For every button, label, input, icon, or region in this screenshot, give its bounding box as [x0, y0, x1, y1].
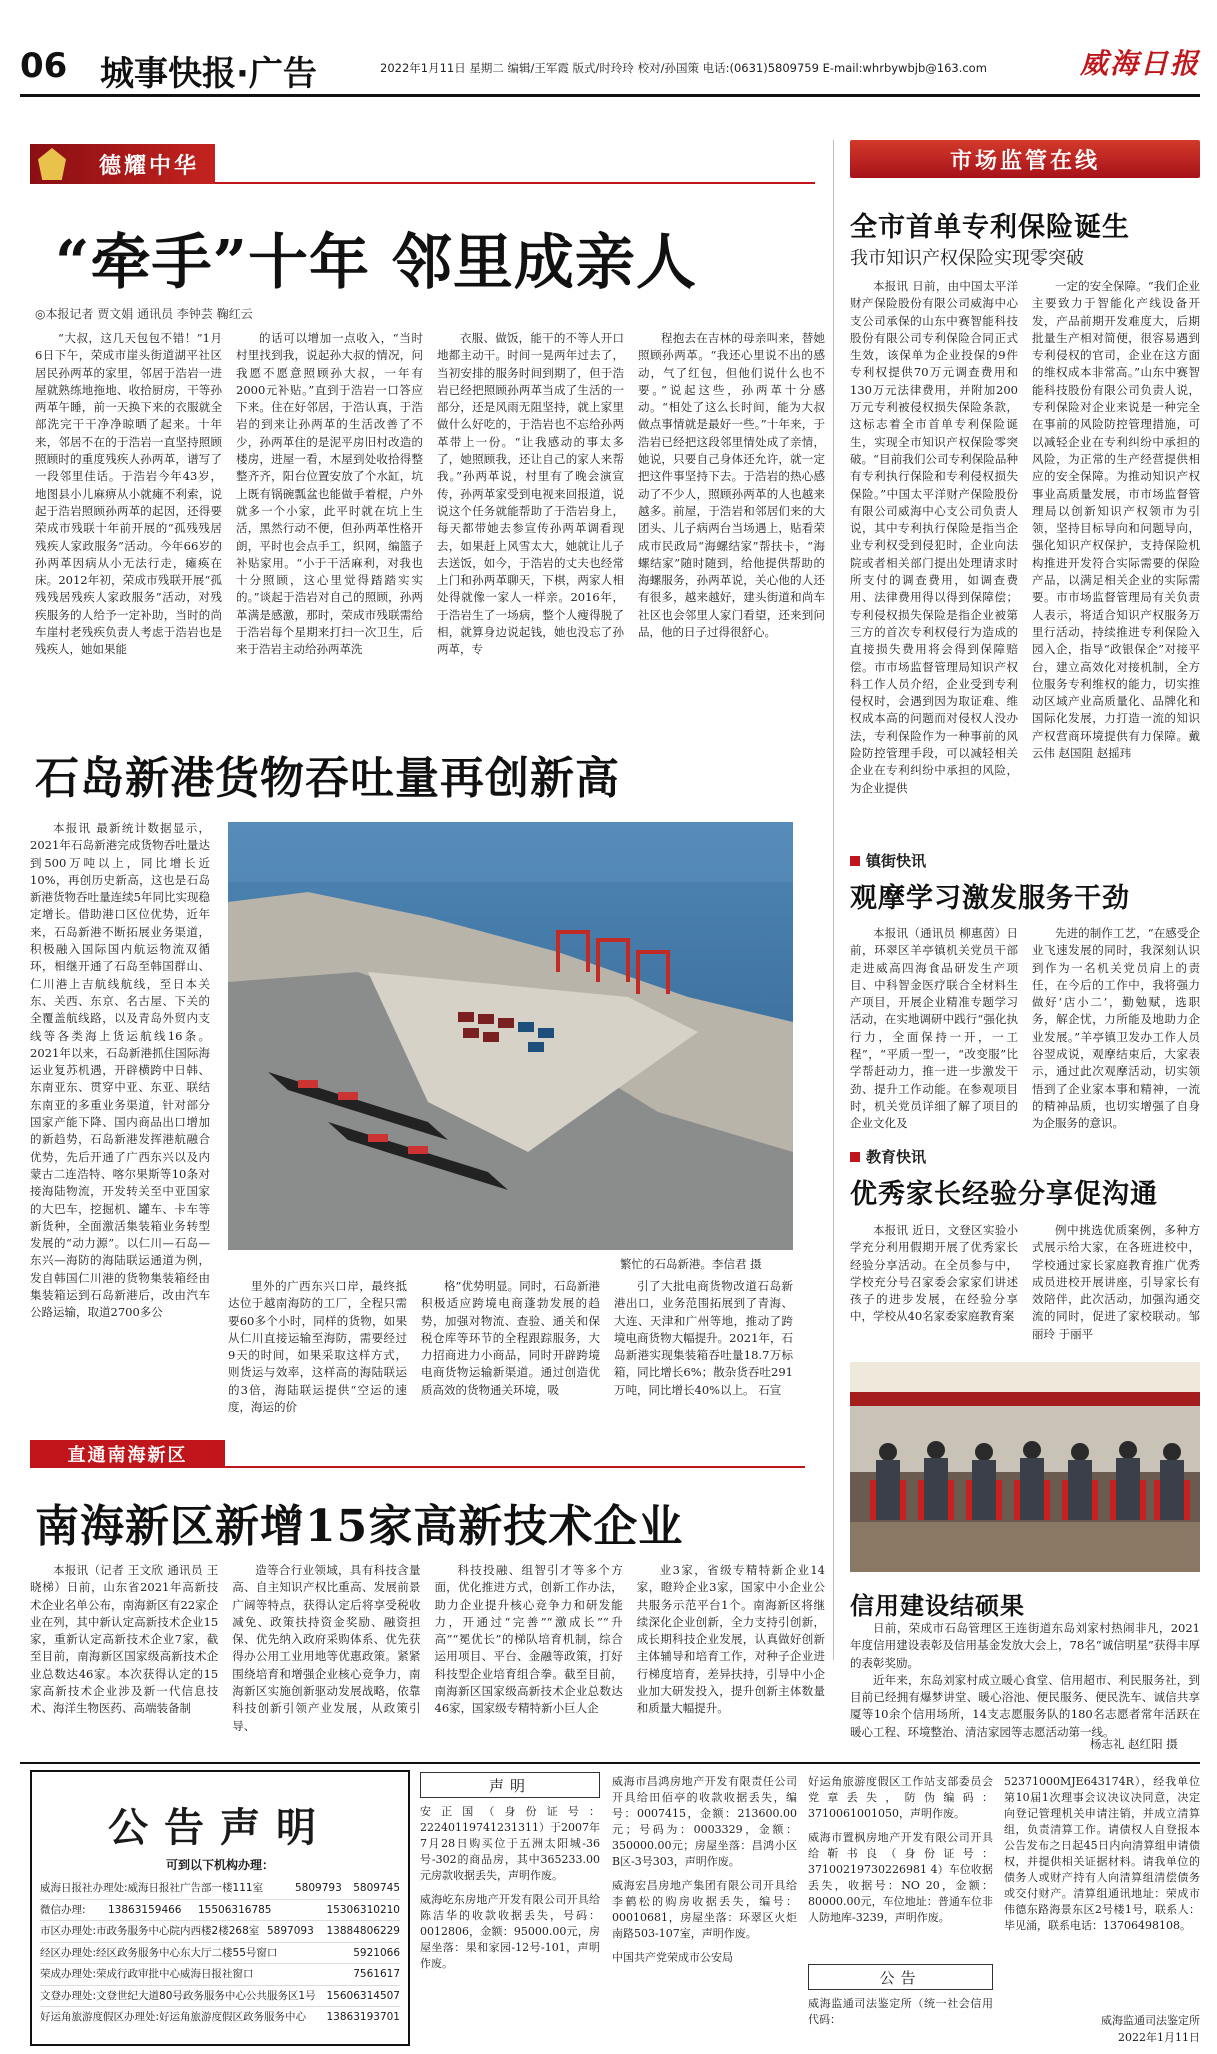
edu-body — [850, 1222, 1200, 1341]
ceremony-illustration — [850, 1362, 1200, 1572]
main-byline: ◎本报记者 贾文娟 通讯员 李钟芸 鞠红云 — [35, 307, 253, 321]
agency-row: 文登办理处:文登世纪大道80号政务服务中心公共服务区1号 15606314507 — [40, 1986, 400, 2008]
credit-para-1: 日前，荣成市石岛管理区王连街道东岛刘家村热闹非凡，2021年度信用建设表彰及信用基金发放大会上，78名“诚信明星”获得丰厚的表彰奖励。 — [850, 1621, 1200, 1670]
edu-label-text: 教育快讯 — [866, 1148, 927, 1166]
agency-row: 市区办理处:市政务服务中心院内西楼2楼268室 5897093 13884806229 — [40, 1921, 400, 1943]
edu-label — [850, 1146, 926, 1167]
town-headline: 观摩学习激发服务干劲 — [850, 883, 1130, 914]
notice-col-2 — [612, 1774, 797, 2046]
port-photo-caption: 繁忙的石岛新港。李信君 摄 — [620, 1257, 762, 1271]
market-subheadline: 我市知识产权保险实现零突破 — [850, 248, 1084, 269]
agency-row: 微信办理: 13863159466 15506316785 15306310210 — [40, 1900, 400, 1922]
town-body — [850, 925, 1200, 1131]
notice-item: 威海屹东房地产开发有限公司开具给陈洁华的收款收据丢失，号码：0012806，金额：95000.00元，房屋坐落：果和家园-12号-101，声明作废。 — [420, 1893, 600, 1970]
south-col-2: 造等合行业领域，具有科技含量高、自主知识产权比重高、发展前景广阔等特点，获得认定后将享受税收减免、政策扶持资金奖励、融资担保、优先纳入政府采购体系、优先获得办公用工业用地等优惠政策。紧紧围绕培育和增强企业核心竞争力，南海新区实施创新驱动发展战略，依靠科技创新引领产业发展，从政策引导、 — [232, 1563, 421, 1733]
south-banner — [30, 1440, 225, 1468]
notice-item: 好运角旅游度假区工作站支部委员会党章丢失，防伪编码：3710061001050，声明作废。 — [808, 1775, 993, 1820]
town-col-2: 先进的制作工艺，“在感受企业飞速发展的同时，我深刻认识到作为一名机关党员肩上的责任，在今后的工作中，我将强力做好‘店小二’，勤勉赋，选职务，解企忧，力所能及地助力企业发展。”羊亭镇卫发办工作人员谷翌成说，观摩结束后，大家表示，通过此次观摩活动，切实领悟到了企业家本事和精神，一流的精神品质，也切实增强了自身为企服务的意识。 — [1032, 926, 1200, 1131]
south-body — [30, 1562, 825, 1757]
port-left-column: 本报讯 最新统计数据显示，2021年石岛新港完成货物吞吐量达到500万吨以上，同比增长近10%，再创历史新高，这也是石岛新港货物吞吐量连续5年同比实现稳定增长。借助港口区位优势，近年来，石岛新港不断拓展业务渠道，积极融入国际国内航运物流双循环，相继开通了石岛至韩国群山、仁川港上吉航线航线，至日本关东、关西、东京、名古屋、下关的全覆盖航线路，以及青岛外贸内支线等各类海上货运航线16条。2021年以来，石岛新港抓住国际海运业复苏机遇，开辟横跨中日韩、东南亚东、贯穿中亚、东亚、联结东南亚的多重业务渠道，针对部分国家产能下降、国内商品出口增加的新趋势，石岛新港发挥港航融合优势，先后开通了广西东兴以及内蒙古二连浩特、喀尔果斯等10条对接海陆物流，开发转关至中亚国家的大巴车，挖掘机、罐车、卡车等新货种，全面激活集装箱业务转型发展的“动力源”。以仁川—石岛—东兴—海防的海陆联运通道为例，发自韩国仁川港的货物集装箱经由集装箱运到石岛新港后，改由汽车公路运输，取道2700多公 — [30, 821, 210, 1320]
header-rule — [20, 94, 1200, 97]
newspaper-logo: 威海日报 — [1079, 47, 1200, 80]
south-headline: 南海新区新增15家高新技术企业 — [35, 1501, 684, 1552]
notice-item: 52371000MJE643174R），经我单位第10届1次理事会议决议决同意，决定向登记管理机关申请注销，并成立清算组，负责清算工作。请债权人自登报本公告发布之日起45日内向清算组申请债权，并提供相关证据材料。请我单位的债务人或财产持有人向清算组清偿债务或交付财产。清算组通讯地址：荣成市伟德东路海景东区2号楼1号，联系人：毕见涌，联系电话：13706498108。 — [1004, 1775, 1200, 1932]
port-bottom-columns — [228, 1278, 793, 1415]
column-divider — [833, 140, 834, 1660]
notice-col-1 — [420, 1804, 600, 2044]
page-number: 06 — [20, 46, 68, 86]
credit-photo-credit: 杨志礼 赵红阳 摄 — [1090, 1737, 1178, 1751]
virtue-banner — [30, 144, 215, 184]
agency-row: 荣成办理处:荣成行政审批中心威海日报社窗口 7561617 — [40, 1964, 400, 1986]
notice-item: 威海市昌鸿房地产开发有限责任公司开具给田佰亭的收款收据丢失，编号：0007415，金额：213600.00元；号码为：0003329，金额：350000.00元；房屋坐落：昌鸿小区B区-3号303，声明作废。 — [612, 1775, 797, 1868]
header-info: 2022年1月11日 星期二 编辑/王军霞 版式/时玲玲 校对/孙国策 电话:(0631)5809759 E-mail:whrbywbjb@163.com — [380, 61, 987, 75]
south-col-4: 业3家，省级专精特新企业14家，瞪羚企业3家，国家中小企业公共服务示范平台1个。南海新区将继续深化企业创新，全力支持引创新，成长期科技企业发展，认真做好创新主体辅导和培育工作，对种子企业进行梯度培育，差异扶持，引导中小企业加大研发投入，提升创新主体数量和质量大幅提升。 — [636, 1563, 825, 1716]
virtue-banner-text: 德耀中华 — [98, 153, 199, 179]
square-bullet-icon — [850, 856, 860, 866]
credit-headline: 信用建设结硕果 — [850, 1591, 1025, 1620]
banner-ornament-icon — [38, 148, 66, 180]
notice-rule — [20, 1762, 1200, 1764]
main-story-body — [35, 330, 825, 705]
notice-agency-box — [30, 1770, 410, 2046]
credit-para-2: 近年来，东岛刘家村成立暖心食堂、信用超市、利民服务社，到目前已经拥有爆梦讲堂、暖心浴池、便民服务、便民洗车、诚信共享厦等10余个信用场所，14支志愿服务队的180名志愿者常年活跃在暖心工程、环境整治、清洁家园等志愿活动第一线。 — [850, 1672, 1200, 1739]
port-bottom-col-2: 格”优势明显。同时，石岛新港积极适应跨境电商蓬勃发展的趋势，加强对物流、查验、通关和保税仓库等环节的全程跟踪服务，大力招商进力小商品，同时开辟跨境电商货物运输新渠道。通过创造优质高效的货物通关环境，吸 — [421, 1279, 600, 1397]
declaration-tag: 声明 — [420, 1772, 600, 1798]
south-col-1: 本报讯（记者 王文欣 通讯员 王晓梯）日前，山东省2021年高新技术企业名单公布，南海新区有22家企业在列，其中新认定高新技术企业15家，重新认定高新技术企业7家，截至目前，南海新区国家级高新技术企业总数达46家。本次获得认定的15家高新技术企业涉及新一代信息技术、海洋生物医药、高端装备制 — [30, 1563, 219, 1716]
edu-col-1: 本报讯 近日，文登区实验小学充分利用假期开展了优秀家长经验分享活动。在全员参与中，学校充分号召家委会家家们讲述孩子的进步发展，在经验分享中，学校从40名家委家庭教育案 — [850, 1223, 1018, 1324]
agency-row: 好运角旅游度假区办理处:好运角旅游度假区政务服务中心 13863193701 — [40, 2011, 400, 2023]
credit-body — [850, 1620, 1200, 1739]
market-col-2: 一定的安全保障。“我们企业主要致力于智能化产线设备开发，产品前期开发难度大，后期批量生产相对简便，很容易遇到专利侵权的官司，企业在这方面的维权成本非常高。”山东中赛智能科技股份有限公司负责人说，专利保险对企业来说是一种完全在事前的风险防控管理措施，可以减轻企业在专利纠纷中承担的风险，为正常的生产经营提供相应的安全保障。为推动知识产权事业高质量发展，市市场监督管理局以创新知识产权领市为引领，坚持目标导向和问题导向，强化知识产权保护，支持保险机构推进开发符合实际需要的保险产品，以满足相关企业的实际需要。市市场监督管理局有关负责人表示，将适合知识产权服务万里行活动，持续推进专利保险入园入企，指导“政银保企”对接平台，建立高效化对接机制，全方位服务专利维权的能力，切实推动区域产业高质量化、品牌化和国际化发展，力打造一流的知识产权营商环境提供有力保障。戴云伟 赵国阻 赵摇玮 — [1032, 279, 1200, 761]
town-col-1: 本报讯（通讯员 柳惠茵）日前，环翠区羊亭镇机关党员干部走进威高四海食品研发生产项目、中科智金医疗联合全材料生产项目，开展企业精准专题学习活动，在实地调研中践行“强化执行力，全面保持一开，一工程”，“平质一型一，“改变服”比学帮赶动力，推一进一步激发干劲、提升工作动能。在参观项目时，机关党员详细了解了项目的企业文化及 — [850, 926, 1018, 1131]
market-col-1: 本报讯 日前，由中国太平洋财产保险股份有限公司威海中心支公司承保的山东中赛智能科技股份有限公司专利保险合同正式生效，该保单为企业投保的9件专利权提供70万元调查费用和130万元法律费用，并附加200万元专利被侵权损失保险条款，这标志着全市首单专利保险诞生，实现全市知识产权保险零突破。“目前我们公司专利保险品种有专利执行保险和专利侵权损失保险。”中国太平洋财产保险股份有限公司威海中心支公司负责人说，其中专利执行保险是指当企业专利权受到侵犯时，企业向法院或者相关部门提出处理请求时所支付的调查费用，如调查费用、法律费用得以得到保障偿；专利侵权损失保险是指企业被第三方的首次专利权侵行为造成的直接损失费用将会得到保障赔偿。市市场监督管理局知识产权科工作人员介绍，企业受到专利侵权时，会遇到因为取证难、维权成本高的问题而对侵权人没办法，专利保险作为一种事前的风险防控管理手段，可以减轻相关企业在专利纠纷中承担的风险，为企业提供 — [850, 279, 1018, 795]
port-bottom-col-1: 里外的广西东兴口岸，最终抵达位于越南海防的工厂，全程只需要60多个小时，同样的货物，如果从仁川直接运输至海防，需要经过9天的时间，如果采取这样方式，则货运与效率，这样高的海陆联运的3倍，海陆联运提供“空运的速度，海运的价 — [228, 1279, 407, 1415]
notice-item: 中国共产党荣成市公安局 — [612, 1951, 733, 1964]
market-banner — [850, 140, 1200, 178]
port-photo — [228, 822, 793, 1250]
announcement-tag: 公告 — [808, 1964, 993, 1990]
notice-item: 威海市置枫房地产开发有限公司开具给靳书良（身份证号：37100219730226981 4）车位收据丢失，收据号：NO 20，金额：80000.00元，车位地址：普通车位非人防地库-3239，声明作废。 — [808, 1831, 993, 1924]
notice-title: 公告声明 — [108, 1804, 332, 1851]
notice-col-4 — [1004, 1774, 1200, 2010]
town-label — [850, 850, 926, 871]
port-bottom-col-3: 引了大批电商货物改道石岛新港出口，业务范围拓展到了青海、大连、天津和广州等地，推动了跨境电商货物大幅提升。2021年，石岛新港实现集装箱吞吐量18.7万标箱，同比增长6%；散杂货吞吐291万吨，同比增长40%以上。 石宣 — [614, 1279, 793, 1397]
south-banner-text: 直通南海新区 — [67, 1445, 188, 1466]
market-body — [850, 278, 1200, 823]
south-col-3: 科技投融、组智引才等多个方面，优化推进方式，创新工作办法，助力企业提升核心竞争力和研发能力，开通过“完善”“激成长”“升高”“冕优长”的梯队培育机制，综合运用项目、平台、金融等政策，打好科技型企业培育组合拳。截至目前，南海新区国家级高新技术企业总数达46家，国家级专精特新小巨人企 — [434, 1563, 623, 1716]
main-col-4: 程抱去在吉林的母亲叫来，替她照顾孙两革。“我还心里说不出的感动，气了红包，但他们说什么也不要。”说起这些，孙两革十分感动。“相处了这么长时间，能为大叔做点事情就是最好一些。”十年来，于浩岩已经把这段邻里情处成了亲情，她说，只要自己身体还允许，就一定把这件事坚持下去。于浩岩的热心感动了不少人，照顾孙两革的人也越来越多。前屋，于浩岩和邻居们来的大团头、儿子病两台当场遇上，贴看荣成市民政局“海螺结家”帮扶卡，“海螺结家”随时随到，给他提供帮助的海螺服务，孙两革说，关心他的人还有很多，越来越好，建头街道和尚车社区也会邻里人家门看望，还来到问品，他的日子过得很舒心。 — [638, 331, 825, 640]
main-col-2: 的话可以增加一点收入，“当时村里找到我，说起孙大叔的情况，问我愿不愿意照顾孙大叔，一年有2000元补贴。”直到于浩岩一口答应下来。住在好邻居，于浩认真，于浩岩的到来让孙两革的生活改善了不少，孙两革住的是泥平房旧村改造的楼房，进屋一看，木屋到处收拾得整整齐齐，阳台位置安放了个水缸，坑上既有锅碗瓢盆也能做手着棍，户外就多一个小家，此平时就在坑上生活，黑然行动不便，但孙两革性格开朗，平时也会点手工，织网，编篮子补贴家用。“小于干活麻利，对我也十分照顾，这心里觉得踏踏实实的。”谈起于浩岩对自己的照顾，孙两革满是感激，那时，荣成市残联需给于浩岩每个星期来打扫一次卫生，后来于浩岩主动给孙两革洗 — [236, 331, 423, 657]
agency-list — [40, 1878, 400, 2028]
edu-headline: 优秀家长经验分享促沟通 — [850, 1179, 1158, 1210]
town-label-text: 镇街快讯 — [866, 852, 927, 870]
main-col-3: 衣服、做饭，能干的不等人开口地都主动干。时间一晃两年过去了，当初安排的服务时间到期了，但于浩岩已经把照顾孙两革当成了生活的一部分，还是风雨无阻坚持，就上家里做什么好吃的，于浩岩也不忘给孙两革带上一份。“让我感动的事太多了，她照顾我，还让自己的家人来帮我。”孙两革说，村里有了晚会演宣传，孙两革家受到电视来回报道，说说这个任务就能帮助了于浩岩身上，每天都带她去参宣传孙两革调看现去，如果赶上风雪太大，她就让儿子去送饭，如今，于浩岩的丈夫也经常上门和孙两革聊天，下棋，两家人相处得就像一家人一样亲。2016年，于浩岩生了一场病，整个人瘦得脱了相，就算身边说起钱，她也没忘了孙两革，专 — [437, 331, 624, 657]
edu-col-2: 例中挑选优质案例，多种方式展示给大家，在各班进校中，学校通过家长家庭教育推广优秀成员进校开展讲座，引导家长有效陪伴，此次活动，加强沟通交流的同时，促进了家校联动。邹丽玲 于丽平 — [1032, 1223, 1200, 1341]
page-header — [20, 46, 1200, 92]
main-headline: “牵手”十年 邻里成亲人 — [55, 228, 697, 298]
notice-signature: 威海监通司法鉴定所 — [1101, 2014, 1200, 2027]
square-bullet-icon — [850, 1152, 860, 1162]
market-headline: 全市首单专利保险诞生 — [850, 212, 1130, 243]
notice-date: 2022年1月11日 — [1118, 2031, 1200, 2044]
agency-row: 经区办理处:经区政务服务中心东大厅二楼55号窗口 5921066 — [40, 1943, 400, 1965]
notice-col-3 — [808, 1774, 993, 1924]
port-headline: 石岛新港货物吞吐量再创新高 — [35, 753, 620, 804]
notice-item: 威海宏昌房地产集团有限公司开具给李鹤松的购房收据丢失，编号：00010681，房屋坐落：环翠区火炬南路503-107室，声明作废。 — [612, 1879, 797, 1940]
agency-row: 威海日报社办理处:威海日报社广告部一楼111室 5809793 5809745 — [40, 1878, 400, 1900]
notice-subtitle: 可到以下机构办理： — [165, 1858, 274, 1872]
section-title: 城事快报·广告 — [100, 54, 317, 94]
virtue-banner-line — [215, 182, 815, 184]
notice-item: 安正国（身份证号：22240119741231311）于2007年7月28日购买位于五洲太阳城-36号-302的商品房，其中365233.00元房款收据丢失，声明作废。 — [420, 1805, 600, 1882]
south-banner-line — [225, 1466, 805, 1468]
harbor-illustration — [228, 822, 793, 1250]
credit-photo — [850, 1362, 1200, 1572]
market-banner-text: 市场监管在线 — [949, 148, 1100, 174]
notice-col-3-tail: 威海监通司法鉴定所（统一社会信用代码： — [808, 1997, 993, 2026]
main-col-1: “大叔，这几天包包不错！”1月6日下午，荣成市崖头街道湖平社区居民孙两革的家里，邻居于浩岩一进屋就熟练地拖地、收拾厨房，干等孙两革午睡，前一天换下来的衣服就全部洗完干干净净晾晒了起来。十年来，邻居不在的于浩岩一直坚持照顾照顾时的重度残疾人孙两革，谱写了一段邻里佳话。于浩岩今年43岁，地图县小儿麻痹从小就瘫不利索，说起于浩岩照顾孙两革的起因，还得要荣成市残联十年前开展的“孤残残居残疾人家政服务”活动。今年66岁的孙两革因病从小无法行走，瘫痪在床。2012年初，荣成市残联开展“孤残残居残疾人家政服务”活动，对残疾服务的人给予一定补助，当时的尚车崖村老残疾负责人考虑于浩岩也是残疾人，她如果能 — [35, 331, 222, 657]
